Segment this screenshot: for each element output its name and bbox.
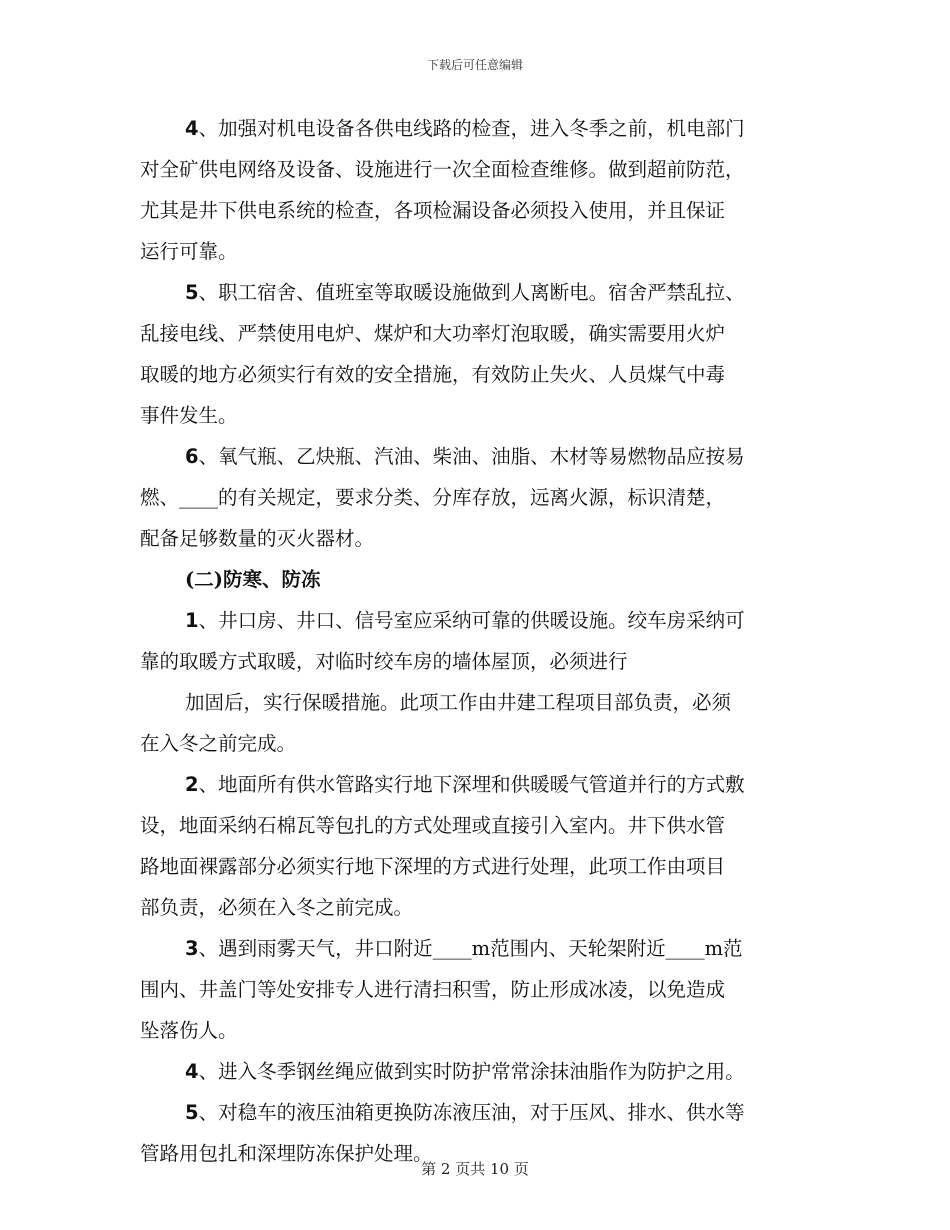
paragraph-line xyxy=(140,354,815,395)
line-text: 、加强对机电设备各供电线路的检查，进入冬季之前，机电部门 xyxy=(198,117,745,140)
paragraph-first-line xyxy=(140,1092,815,1133)
item-number: 4 xyxy=(185,1060,199,1083)
line-text: 燃、____的有关规定，要求分类、分库存放，远离火源，标识清楚， xyxy=(140,486,726,509)
paragraph-line xyxy=(140,313,815,354)
line-text: 围内、井盖门等处安排专人进行清扫积雪，防止形成冰凌，以免造成 xyxy=(140,978,726,1001)
item-number: 5 xyxy=(185,1101,199,1124)
item-number: 2 xyxy=(185,773,199,796)
paragraph-line xyxy=(140,477,815,518)
paragraph-line xyxy=(140,805,815,846)
paragraph-first-line xyxy=(140,1051,815,1092)
paragraph-line xyxy=(140,1010,815,1051)
paragraph-first-line xyxy=(140,272,815,313)
line-text: 取暖的地方必须实行有效的安全措施，有效防止失火、人员煤气中毒 xyxy=(140,363,726,386)
document-body xyxy=(140,108,815,1174)
section-heading-text: (二)防寒、防冻 xyxy=(185,568,321,591)
item-number: 5 xyxy=(185,281,199,304)
paragraph-line xyxy=(140,231,815,272)
paragraph-line xyxy=(140,395,815,436)
line-text: 、职工宿舍、值班室等取暖设施做到人离断电。宿舍严禁乱拉、 xyxy=(198,281,745,304)
paragraph-line xyxy=(140,846,815,887)
item-number: 1 xyxy=(185,609,199,632)
line-text: 尤其是井下供电系统的检查，各项检漏设备必须投入使用，并且保证 xyxy=(140,199,726,222)
line-text: 、地面所有供水管路实行地下深埋和供暖暖气管道并行的方式敷 xyxy=(198,773,745,796)
item-number: 4 xyxy=(185,117,199,140)
item-number: 3 xyxy=(185,937,199,960)
paragraph-line xyxy=(140,969,815,1010)
paragraph-line xyxy=(140,682,815,723)
line-text: 靠的取暖方式取暖，对临时绞车房的墙体屋顶，必须进行 xyxy=(140,650,628,673)
paragraph-first-line xyxy=(140,928,815,969)
item-number: 6 xyxy=(185,445,199,468)
paragraph-line xyxy=(140,149,815,190)
line-text: 配备足够数量的灭火器材。 xyxy=(140,527,375,550)
line-text: 、进入冬季钢丝绳应做到实时防护常常涂抹油脂作为防护之用。 xyxy=(198,1060,745,1083)
line-text: 加固后，实行保暖措施。此项工作由井建工程项目部负责，必须 xyxy=(185,691,732,714)
paragraph-first-line xyxy=(140,108,815,149)
line-text: 乱接电线、严禁使用电炉、煤炉和大功率灯泡取暖，确实需要用火炉 xyxy=(140,322,726,345)
line-text: 、井口房、井口、信号室应采纳可靠的供暖设施。绞车房采纳可 xyxy=(198,609,745,632)
line-text: 部负责，必须在入冬之前完成。 xyxy=(140,896,414,919)
line-text: 管路用包扎和深埋防冻保护处理。 xyxy=(140,1142,433,1165)
line-text: 、对稳车的液压油箱更换防冻液压油，对于压风、排水、供水等 xyxy=(198,1101,745,1124)
line-text: 运行可靠。 xyxy=(140,240,238,263)
page-footer: 第 2 页共 10 页 xyxy=(421,1160,529,1178)
paragraph-line xyxy=(140,723,815,764)
line-text: 路地面裸露部分必须实行地下深埋的方式进行处理，此项工作由项目 xyxy=(140,855,726,878)
page-header: 下载后可任意编辑 xyxy=(426,58,523,72)
paragraph-line xyxy=(140,641,815,682)
paragraph-line xyxy=(140,887,815,928)
paragraph-line xyxy=(140,518,815,559)
line-text: 坠落伤人。 xyxy=(140,1019,238,1042)
line-text: 设，地面采纳石棉瓦等包扎的方式处理或直接引入室内。井下供水管 xyxy=(140,814,726,837)
line-text: 事件发生。 xyxy=(140,404,238,427)
section-heading xyxy=(140,559,815,600)
paragraph-first-line xyxy=(140,436,815,477)
paragraph-first-line xyxy=(140,600,815,641)
line-text: 对全矿供电网络及设备、设施进行一次全面检查维修。做到超前防范， xyxy=(140,158,745,181)
line-text: 、遇到雨雾天气，井口附近____m范围内、天轮架附近____m范 xyxy=(198,937,743,960)
paragraph-line xyxy=(140,190,815,231)
line-text: 、氧气瓶、乙炔瓶、汽油、柴油、油脂、木材等易燃物品应按易 xyxy=(198,445,745,468)
paragraph-first-line xyxy=(140,764,815,805)
line-text: 在入冬之前完成。 xyxy=(140,732,297,755)
